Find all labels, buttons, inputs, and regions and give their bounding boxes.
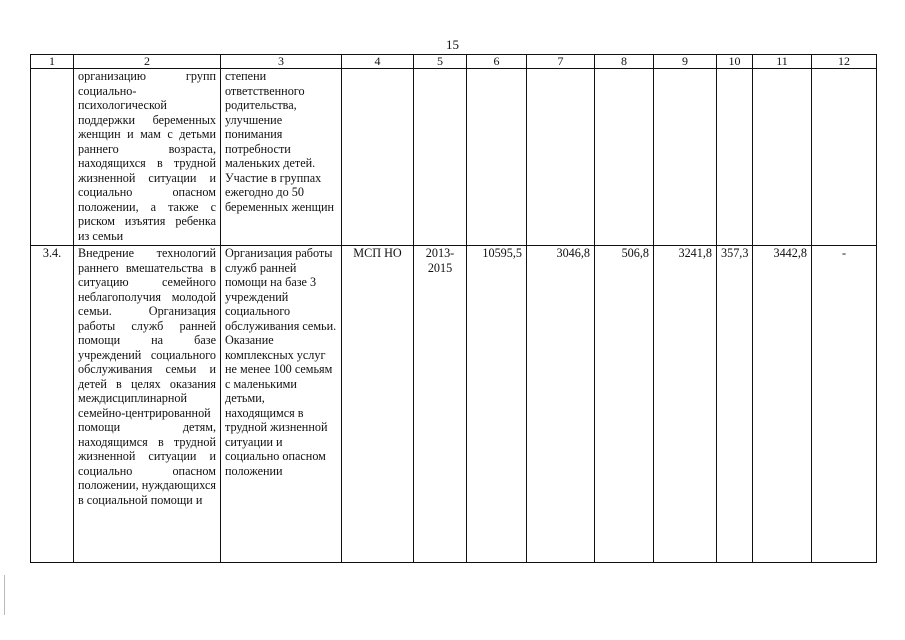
row-id: [31, 69, 74, 246]
scan-margin-mark: [4, 575, 5, 615]
value-c12: [812, 69, 877, 246]
column-header: 7: [527, 55, 595, 69]
executor: МСП НО: [342, 246, 414, 563]
value-total: 10595,5: [467, 246, 527, 563]
column-header: 9: [654, 55, 717, 69]
period: 2013-2015: [414, 246, 467, 563]
column-header: 1: [31, 55, 74, 69]
event-description: Внедрение технологий раннего вмешательства в ситуацию семейного неблагополучия молодой семьи. Организация работы служб ранней помощи на базе учреждений социального обслуживания семьи и детей в целях оказания междисциплинарной семейно-центрированной помощи детям, находящимся в трудной жизненной ситуации и социально опасном положении, нуждающихся в социальной помощи и: [74, 246, 221, 563]
period: [414, 69, 467, 246]
value-c9: [654, 69, 717, 246]
value-c7: 3046,8: [527, 246, 595, 563]
column-header: 12: [812, 55, 877, 69]
value-c12: -: [812, 246, 877, 563]
column-header: 8: [595, 55, 654, 69]
column-header: 10: [717, 55, 753, 69]
column-header: 2: [74, 55, 221, 69]
column-header: 11: [753, 55, 812, 69]
expected-result: Организация работы служб ранней помощи на базе 3 учреждений социального обслуживания семьи. Оказание комплексных услуг не менее 100 семьям с маленькими детьми, находящимся в трудной жизненной ситуации и социально опасном положении: [221, 246, 342, 563]
value-c8: 506,8: [595, 246, 654, 563]
column-number-row: [31, 55, 877, 69]
value-c9: 3241,8: [654, 246, 717, 563]
table-row: [31, 246, 877, 563]
executor: [342, 69, 414, 246]
value-c10: 357,3: [717, 246, 753, 563]
value-c11: 3442,8: [753, 246, 812, 563]
column-header: 3: [221, 55, 342, 69]
value-total: [467, 69, 527, 246]
page-number: 15: [446, 37, 459, 52]
event-description: организацию групп социально-психологической поддержки беременных женщин и мам с детьми раннего возраста, находящихся в трудной жизненной ситуации и социально опасном положении, а также с риском изъятия ребенка из семьи: [74, 69, 221, 246]
expected-result: степени ответственного родительства, улучшение понимания потребности маленьких детей. Участие в группах ежегодно до 50 беременных женщин: [221, 69, 342, 246]
value-c7: [527, 69, 595, 246]
value-c8: [595, 69, 654, 246]
column-header: 5: [414, 55, 467, 69]
value-c10: [717, 69, 753, 246]
table-row: [31, 69, 877, 246]
column-header: 4: [342, 55, 414, 69]
program-table: [30, 54, 877, 563]
column-header: 6: [467, 55, 527, 69]
row-id: 3.4.: [31, 246, 74, 563]
value-c11: [753, 69, 812, 246]
